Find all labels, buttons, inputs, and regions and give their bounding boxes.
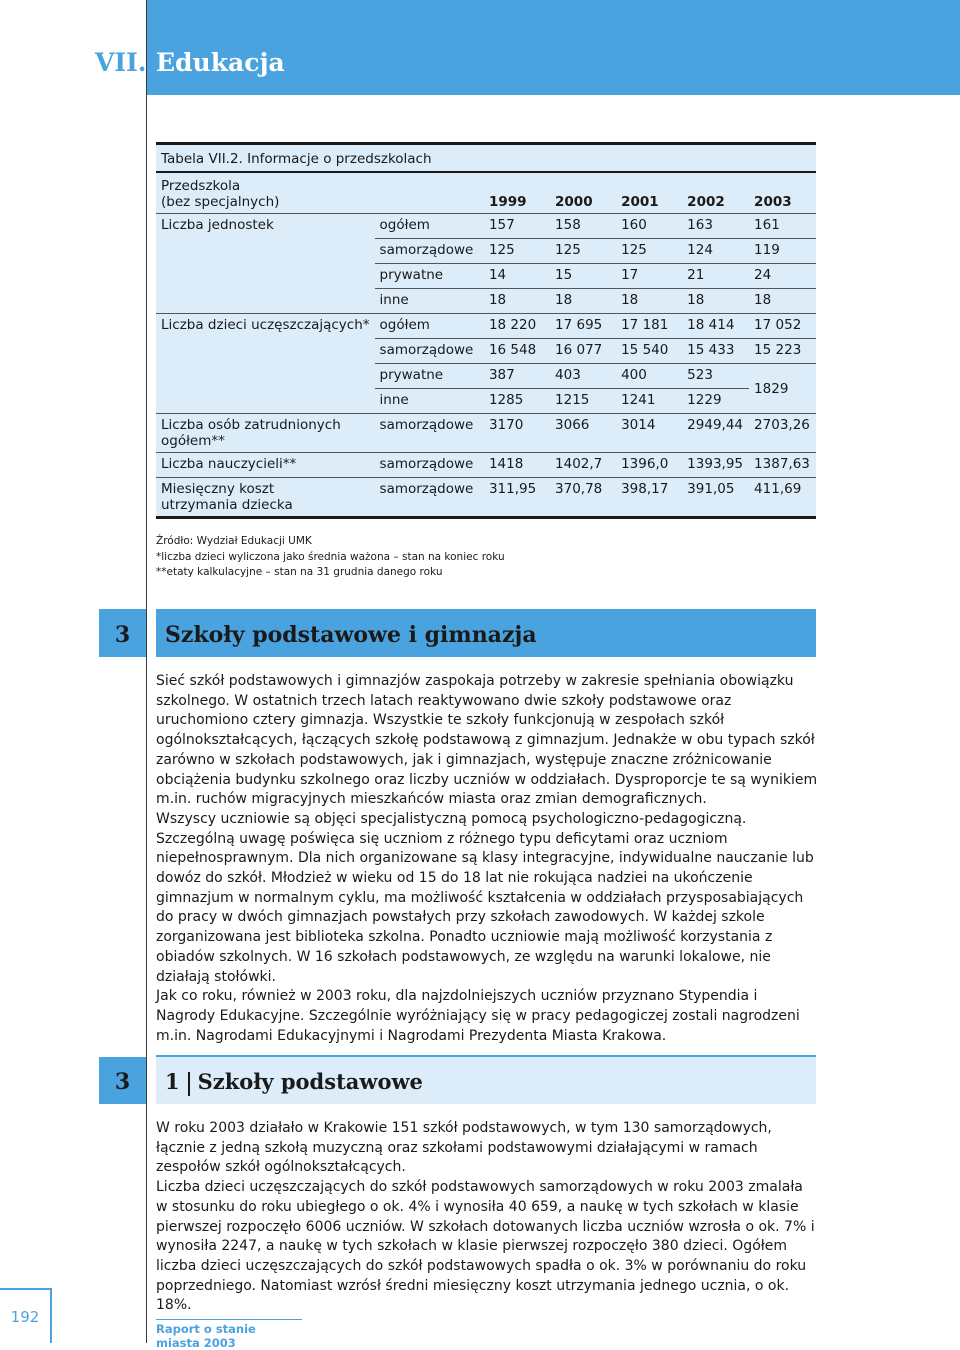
paragraph: Liczba dzieci uczęszczających do szkół podstawowych samorządowych w roku 2003 zmalała w stosunku do roku ubiegłego o ok. 4% i wynosiła 40 659, a naukę w tych szkołach w klasie pierwszej rozpoczęło 6006 uczniów. W szkołach dotowanych liczba uczniów wzrosła o ok. 7% i wynosiła 2247, a naukę w tych szkołach w klasie pierwszej rozpoczęło 380 dzieci. Ogółem liczba dzieci uczęszczających do szkół podstawowych spadła o ok. 3% w porównaniu do roku poprzedniego. Natomiast wzrósł średni miesięczny koszt utrzymania jednego ucznia, o ok. 18%.	[156, 1179, 815, 1314]
source-note: Źródło: Wydział Edukacji UMK	[156, 535, 312, 547]
section-title: Szkoły podstawowe i gimnazja	[156, 609, 816, 657]
year-header: 2003	[749, 173, 816, 214]
page-number: 192	[0, 1288, 52, 1343]
table-row: Liczba nauczycieli** samorządowe 1418 1402,7 1396,0 1393,95 1387,63	[156, 453, 816, 478]
section-number: 3	[99, 1057, 146, 1104]
footnote: *liczba dzieci wyliczona jako średnia ważona – stan na koniec roku	[156, 550, 505, 563]
header-label: Przedszkola (bez specjalnych)	[156, 173, 375, 214]
margin-rule	[146, 0, 147, 1343]
year-header: 1999	[484, 173, 550, 214]
row-label: Miesięczny koszt utrzymania dziecka	[156, 478, 375, 518]
subsection-label: Szkoły podstawowe	[197, 1069, 423, 1094]
preschool-table	[156, 142, 816, 519]
paragraph: Jak co roku, również w 2003 roku, dla najzdolniejszych uczniów przyznano Stypendia i Nagrody Edukacyjne. Szczególnie wyróżniający się w pracy pedagogiczej zostali nagrodzeni m.in. Nagrodami Edukacyjnymi i Nagrodami Prezydenta Miasta Krakowa.	[156, 988, 800, 1044]
row-label: Liczba jednostek	[161, 217, 274, 233]
subsection-number: 1	[165, 1069, 180, 1094]
footnote: **etaty kalkulacyjne – stan na 31 grudnia danego roku	[156, 566, 443, 578]
table-notes	[156, 534, 505, 581]
paragraph: W roku 2003 działało w Krakowie 151 szkół podstawowych, w tym 130 samorządowych, łącznie z jedną szkołą muzyczną oraz szkołami podstawowymi działającymi w ramach zespołów szkół ogólnokształcących.	[156, 1120, 772, 1176]
table-row: Liczba jednostek ogółem 157 158 160 163 161	[156, 214, 816, 239]
merged-cell: 1829	[749, 364, 816, 414]
table-row: Liczba osób zatrudnionych ogółem** samorządowe 3170 3066 3014 2949,44 2703,26	[156, 414, 816, 453]
report-footer: Raport o stanie miasta 2003	[156, 1319, 302, 1350]
chapter-number: VII.	[95, 48, 147, 77]
chapter-title: Edukacja	[156, 48, 285, 77]
table-row: prywatne 387 403 400 523 1829	[156, 364, 816, 389]
table-row: inne 18 18 18 18 18	[156, 289, 816, 314]
separator	[188, 1072, 190, 1096]
year-header: 2001	[616, 173, 682, 214]
row-label: Liczba nauczycieli**	[156, 453, 375, 478]
year-header: 2002	[682, 173, 749, 214]
table-row: prywatne 14 15 17 21 24	[156, 264, 816, 289]
section-body	[156, 1119, 818, 1316]
section-number: 3	[99, 609, 146, 657]
year-header: 2000	[550, 173, 616, 214]
table-row: samorządowe 125 125 125 124 119	[156, 239, 816, 264]
table-body	[156, 173, 816, 519]
row-label: Liczba dzieci uczęszczających*	[161, 317, 370, 333]
subsection-title	[156, 1055, 816, 1104]
row-label: Liczba osób zatrudnionych ogółem**	[156, 414, 375, 453]
table-row: inne 1285 1215 1241 1229	[156, 389, 816, 414]
paragraph: Sieć szkół podstawowych i gimnazjów zaspokaja potrzeby w zakresie spełniania obowiązku szkolnego. W ostatnich trzech latach reaktywowano dwie szkoły podstawowe oraz uruchomiono cztery gimnazja. Wszystkie te szkoły funkcjonują w zespołach szkół ogólnokształcących, łączących szkołę podstawową z gimnazjum. Jednakże w obu typach szkół zarówno w szkołach podstawowych, jak i gimnazjach, występuje znaczne zróżnicowanie obciążenia budynku szkolnego oraz liczby uczniów w oddziałach. Dysproporcje te są wynikiem m.in. ruchów migracyjnych mieszkańców miasta oraz zmian demograficznych.	[156, 673, 818, 808]
table-title: Tabela VII.2. Informacje o przedszkolach	[156, 142, 816, 173]
table-header-row	[156, 173, 816, 214]
table-row: samorządowe 16 548 16 077 15 540 15 433 15 223	[156, 339, 816, 364]
section-body	[156, 672, 818, 1046]
table-row: Liczba dzieci uczęszczających* ogółem 18 220 17 695 17 181 18 414 17 052	[156, 314, 816, 339]
paragraph: Wszyscy uczniowie są objęci specjalistyczną pomocą psychologiczno-pedagogiczną. Szczególną uwagę poświęca się uczniom z różnego typu deficytami oraz uczniom niepełnosprawnym. Dla nich organizowane są klasy integracyjne, indywidualne nauczanie lub dowóz do szkół. Młodzież w wieku od 15 do 18 lat nie rokująca nadziei na ukończenie gimnazjum w normalnym cyklu, ma możliwość kształcenia w oddziałach przysposabiających do pracy w dwóch gimnazjach powstałych przy szkołach zawodowych. W każdej szkole zorganizowana jest biblioteka szkolna. Ponadto uczniowie mają możliwość korzystania z obiadów szkolnych. W 16 szkołach podstawowych, ze względu na warunki lokalowe, nie działają stołówki.	[156, 810, 814, 985]
table-row: Miesięczny koszt utrzymania dziecka samorządowe 311,95 370,78 398,17 391,05 411,69	[156, 478, 816, 518]
